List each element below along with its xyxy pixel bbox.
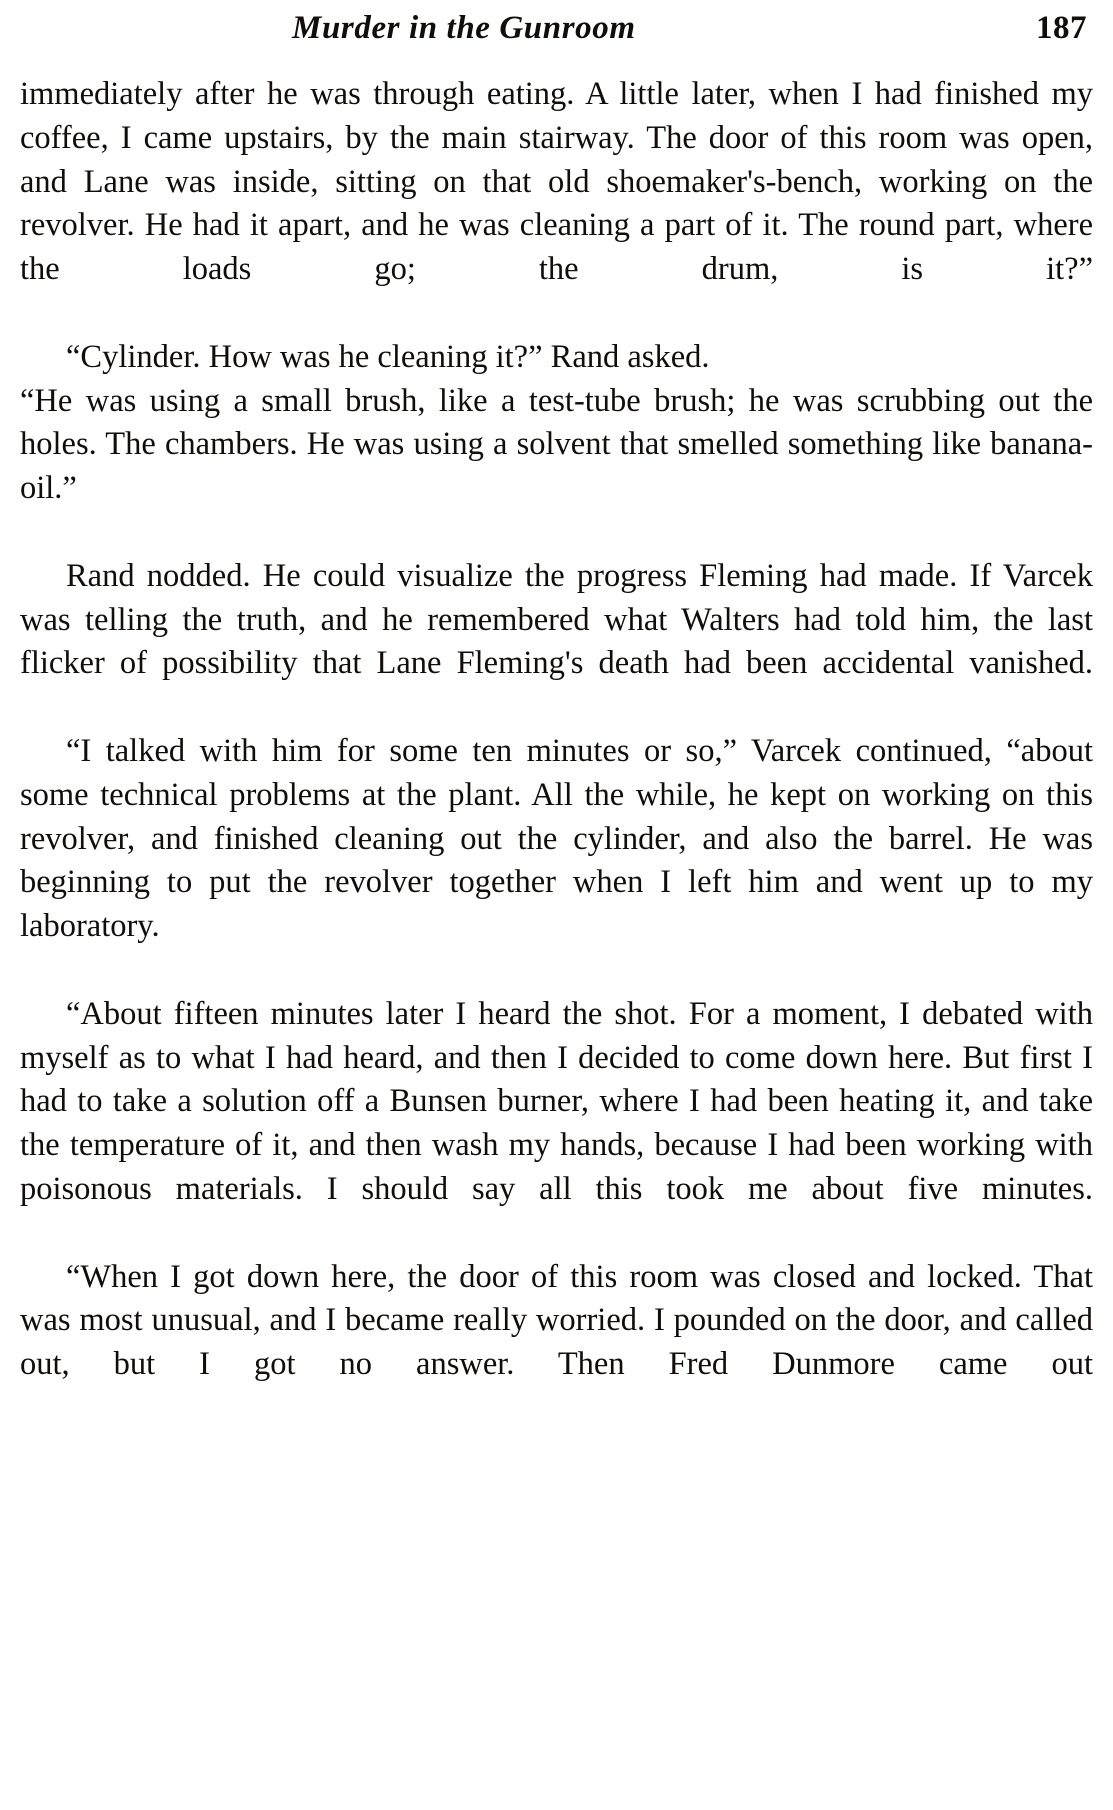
page-number: 187: [1036, 10, 1087, 46]
paragraph: “Cylinder. How was he cleaning it?” Rand asked.: [66, 338, 710, 375]
body-text: [20, 73, 1093, 1431]
paragraph: “About fifteen minutes later I heard the shot. For a moment, I debated with myself as to what I had heard, and then I decided to come down here. But first I had to take a solution off a Bunsen burner, where I had been heating it, and take the temperature of it, and then wash my hands, because I had been working with poisonous materials. I should say all this took me about five minutes.: [20, 995, 1093, 1207]
page-header: [22, 10, 1095, 49]
paragraph: “He was using a small brush, like a test-tube brush; he was scrubbing out the holes. The chambers. He was using a solvent that smelled something like banana-oil.”: [20, 382, 1093, 507]
paragraph: Rand nodded. He could visualize the progress Fleming had made. If Varcek was telling the truth, and he remembered what Walters had told him, the last flicker of possibility that Lane Fleming's death had been accidental vanished.: [20, 557, 1093, 682]
paragraph: “I talked with him for some ten minutes or so,” Varcek continued, “about some technical problems at the plant. All the while, he kept on working on this revolver, and finished cleaning out the cylinder, and also the barrel. He was beginning to put the revolver together when I left him and went up to my laboratory.: [20, 732, 1093, 945]
paragraph: immediately after he was through eating. A little later, when I had finished my coffee, I came upstairs, by the main stairway. The door of this room was open, and Lane was inside, sitting on that old shoemaker's-bench, working on the revolver. He had it apart, and he was cleaning a part of it. The round part, where the loads go; the drum, is it?”: [20, 76, 1093, 288]
paragraph: “When I got down here, the door of this room was closed and locked. That was most unusual, and I became really worried. I pounded on the door, and called out, but I got no answer. Then Fred Dunmore came out: [20, 1258, 1093, 1383]
running-title: Murder in the Gunroom: [292, 10, 636, 46]
book-page: [0, 10, 1113, 1810]
